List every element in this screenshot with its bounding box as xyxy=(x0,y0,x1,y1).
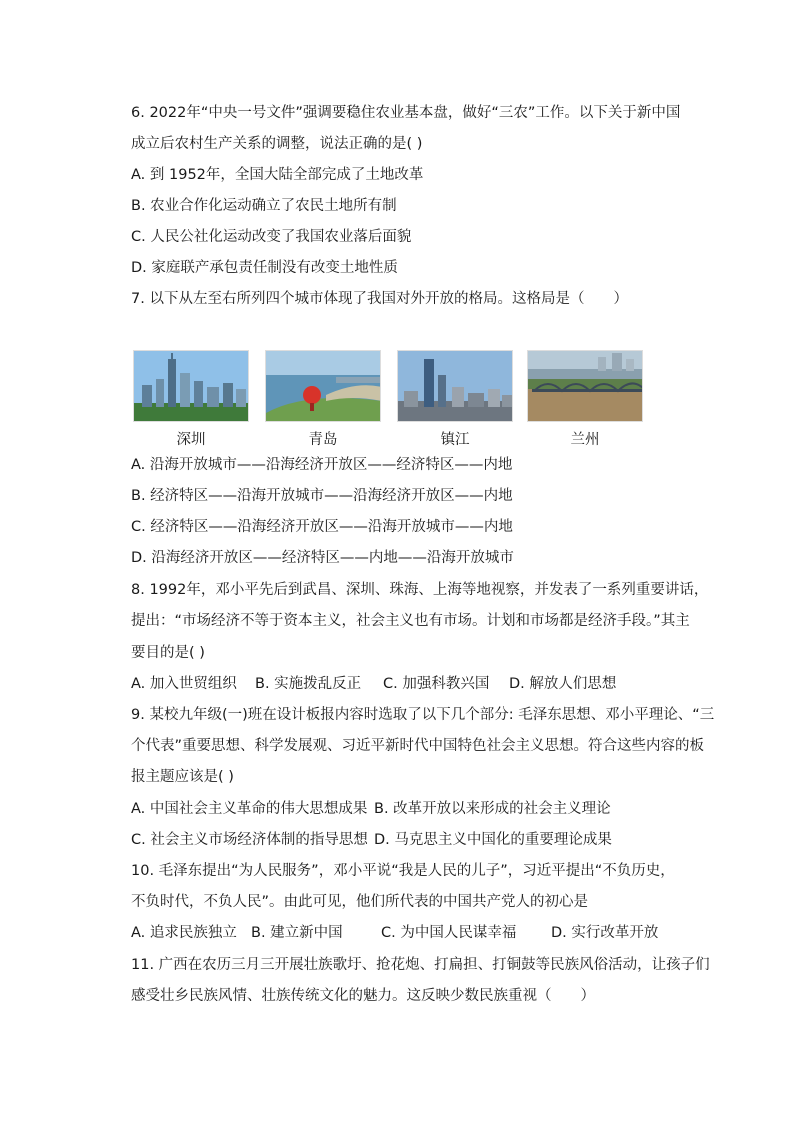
city-skyline-image xyxy=(133,350,249,422)
q6-stem-line2: 成立后农村生产关系的调整，说法正确的是( ) xyxy=(131,136,423,152)
q6-stem-line1: 6. 2022年“中央一号文件”强调要稳住农业基本盘，做好“三农”工作。以下关于新中国 xyxy=(131,105,681,121)
q9-stem-line3: 报主题应该是( ) xyxy=(131,769,234,785)
q7-option-c: C. 经济特区——沿海经济开放区——沿海开放城市——内地 xyxy=(131,519,513,535)
q7-option-b: B. 经济特区——沿海开放城市——沿海经济开放区——内地 xyxy=(131,488,513,504)
q9-options-row2 xyxy=(131,830,612,850)
city-tower-image xyxy=(397,350,513,422)
q9-options-row1 xyxy=(131,799,611,819)
q8-stem-line2: 提出：“市场经济不等于资本主义，社会主义也有市场。计划和市场都是经济手段。”其主 xyxy=(131,613,690,629)
caption-zhenjiang: 镇江 xyxy=(440,432,470,448)
q9-option-c: C. 社会主义市场经济体制的指导思想 xyxy=(131,832,368,848)
q10-stem-line1: 10. 毛泽东提出“为人民服务”，邓小平说“我是人民的儿子”，习近平提出“不负历史， xyxy=(131,863,675,879)
coastal-sculpture-image xyxy=(265,350,381,422)
caption-qingdao: 青岛 xyxy=(308,432,338,448)
q10-option-c: C. 为中国人民谋幸福 xyxy=(381,925,517,941)
q9-stem-line1: 9. 某校九年级(一)班在设计板报内容时选取了以下几个部分: 毛泽东思想、邓小平理论、“三 xyxy=(131,707,715,723)
river-bridge-image xyxy=(527,350,643,422)
q9-option-b: B. 改革开放以来形成的社会主义理论 xyxy=(374,801,611,817)
q6-option-c: C. 人民公社化运动改变了我国农业落后面貌 xyxy=(131,229,412,245)
q8-option-b: B. 实施拨乱反正 xyxy=(255,676,362,692)
q6-option-a: A. 到 1952年，全国大陆全部完成了土地改革 xyxy=(131,167,424,183)
q7-stem-line1: 7. 以下从左至右所列四个城市体现了我国对外开放的格局。这格局是（ ） xyxy=(131,291,628,307)
q8-option-a: A. 加入世贸组织 xyxy=(131,676,237,692)
q11-stem-line2: 感受壮乡民族风情、壮族传统文化的魅力。这反映少数民族重视（ ） xyxy=(131,988,595,1004)
q8-option-d: D. 解放人们思想 xyxy=(509,676,617,692)
q7-city-photos xyxy=(131,350,651,446)
caption-lanzhou: 兰州 xyxy=(570,432,600,448)
q9-option-d: D. 马克思主义中国化的重要理论成果 xyxy=(374,832,612,848)
q9-stem-line2: 个代表”重要思想、科学发展观、习近平新时代中国特色社会主义思想。符合这些内容的板 xyxy=(131,738,705,754)
q10-option-b: B. 建立新中国 xyxy=(251,925,343,941)
q7-option-a: A. 沿海开放城市——沿海经济开放区——经济特区——内地 xyxy=(131,457,513,473)
q6-option-d: D. 家庭联产承包责任制没有改变土地性质 xyxy=(131,260,398,276)
q6-option-b: B. 农业合作化运动确立了农民土地所有制 xyxy=(131,198,397,214)
q11-stem-line1: 11. 广西在农历三月三开展壮族歌圩、抢花炮、打扁担、打铜鼓等民族风俗活动，让孩子们 xyxy=(131,957,710,973)
q10-option-a: A. 追求民族独立 xyxy=(131,925,237,941)
q9-option-a: A. 中国社会主义革命的伟大思想成果 xyxy=(131,801,368,817)
q8-option-c: C. 加强科教兴国 xyxy=(383,676,490,692)
q7-option-d: D. 沿海经济开放区——经济特区——内地——沿海开放城市 xyxy=(131,550,514,566)
q8-stem-line1: 8. 1992年，邓小平先后到武昌、深圳、珠海、上海等地视察，并发表了一系列重要讲话， xyxy=(131,582,709,598)
q10-option-d: D. 实行改革开放 xyxy=(551,925,659,941)
q10-stem-line2: 不负时代，不负人民”。由此可见，他们所代表的中国共产党人的初心是 xyxy=(131,894,589,910)
caption-shenzhen: 深圳 xyxy=(176,432,206,448)
q8-options xyxy=(131,674,616,694)
q8-stem-line3: 要目的是( ) xyxy=(131,645,205,661)
q10-options xyxy=(131,923,658,943)
